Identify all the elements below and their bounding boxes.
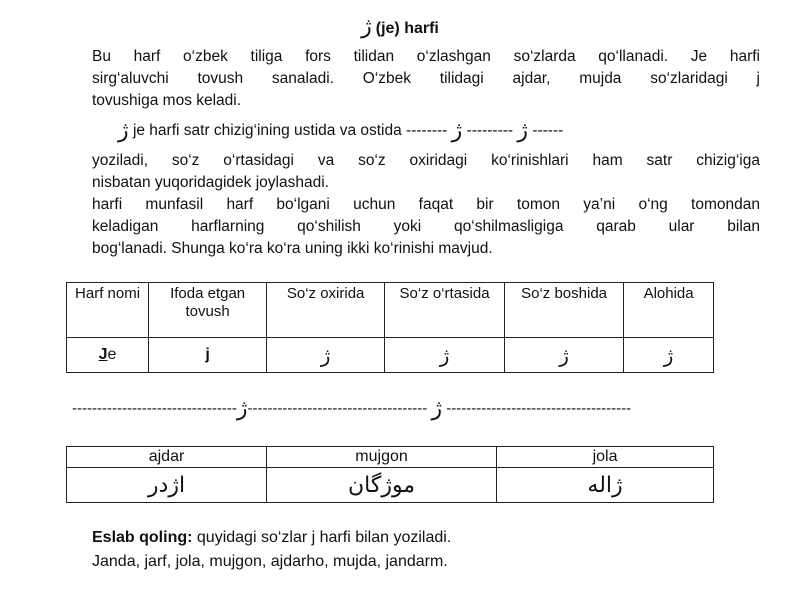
remember-label: Eslab qoling: bbox=[92, 529, 193, 546]
connection-line-1: harfi munfasil harf bo‘lgani uchun faqat bir tomon ya’ni o‘ng tomondan bbox=[92, 196, 760, 213]
intro-line-3: tovushiga mos keladi. bbox=[92, 92, 242, 109]
intro-line-1: Bu harf o‘zbek tiliga fors tilidan o‘zlashgan so‘zlarda qo‘llanadi. Je harfi bbox=[92, 48, 760, 65]
cell-form-middle: ژ bbox=[385, 338, 505, 373]
dashes-3: ------------------------------------- bbox=[446, 400, 632, 417]
header-alone: Alohida bbox=[624, 283, 714, 338]
page-title bbox=[0, 14, 800, 39]
latin-words-row bbox=[67, 447, 714, 468]
dashes-2: ------------------------------------ bbox=[247, 400, 428, 417]
header-sound: Ifoda etgan tovush bbox=[149, 283, 267, 338]
example-words-table bbox=[66, 446, 714, 503]
connection-line-3: bog‘lanadi. Shunga ko‘ra ko‘ra uning ikki ko‘rinishi mavjud. bbox=[92, 240, 493, 257]
placement-text: je harfi satr chizig‘ining ustida va ostida -------- bbox=[132, 122, 448, 139]
placement-dashes-a: --------- bbox=[466, 122, 514, 139]
placement-line-2: yoziladi, so‘z o‘rtasidagi va so‘z oxiridagi ko‘rinishlari ham satr chizig‘iga bbox=[92, 152, 760, 169]
practice-form-2: ژ bbox=[236, 396, 248, 421]
title-text: (je) harfi bbox=[375, 20, 439, 37]
word-arabic-2: موژگان bbox=[267, 468, 497, 503]
word-latin-2: mujgon bbox=[267, 447, 497, 468]
remember-text: quyidagi so‘zlar j harfi bilan yoziladi. bbox=[196, 529, 452, 546]
word-arabic-1: اژدر bbox=[67, 468, 267, 503]
placement-line-1 bbox=[118, 120, 563, 142]
table-row bbox=[67, 338, 714, 373]
intro-line-2: sirg‘aluvchi tovush sanaladi. O‘zbek tilidagi ajdar, mujda so‘zlaridagi j bbox=[92, 70, 760, 87]
placement-form-b: ژ bbox=[451, 118, 463, 143]
cell-letter-name: Je bbox=[67, 338, 149, 373]
cell-form-alone: ژ bbox=[624, 338, 714, 373]
remember-words: Janda, jarf, jola, mujgon, ajdarho, mujda, jandarm. bbox=[92, 553, 448, 570]
arabic-words-row bbox=[67, 468, 714, 503]
placement-form-a: ژ bbox=[517, 118, 528, 143]
letter-forms-table bbox=[66, 282, 714, 373]
word-arabic-3: ژاله bbox=[497, 468, 714, 503]
header-letter-name: Harf nomi bbox=[67, 283, 149, 338]
word-latin-1: ajdar bbox=[67, 447, 267, 468]
placement-dashes-b: ------ bbox=[532, 122, 564, 139]
cell-sound: j bbox=[149, 338, 267, 373]
title-arabic-letter: ژ bbox=[361, 14, 372, 39]
remember-note bbox=[92, 526, 451, 574]
placement-line-3: nisbatan yuqoridagidek joylashadi. bbox=[92, 174, 329, 191]
cell-form-end: ژ bbox=[267, 338, 385, 373]
header-word-end: So‘z oxirida bbox=[267, 283, 385, 338]
dashes-1: --------------------------------- bbox=[72, 400, 237, 417]
header-word-start: So‘z boshida bbox=[504, 283, 623, 338]
placement-letter: ژ bbox=[118, 118, 129, 143]
word-latin-3: jola bbox=[497, 447, 714, 468]
cell-form-start: ژ bbox=[504, 338, 623, 373]
writing-practice-line bbox=[72, 396, 712, 421]
connection-line-2: keladigan harflarning qo‘shilish yoki qo‘shilmasligiga qarab ular bilan bbox=[92, 218, 760, 235]
practice-form-1: ژ bbox=[431, 396, 443, 421]
header-word-middle: So‘z o‘rtasida bbox=[385, 283, 505, 338]
